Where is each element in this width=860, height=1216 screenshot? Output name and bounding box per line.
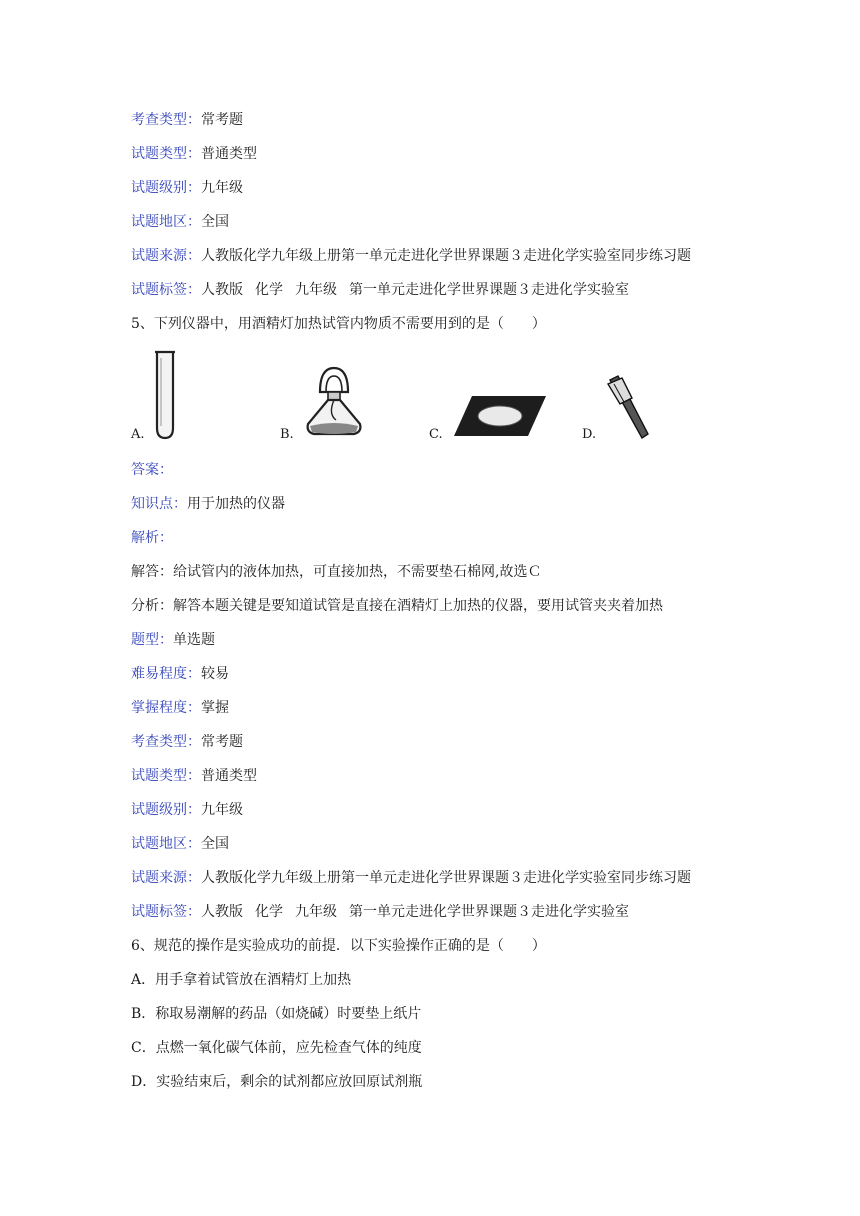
knowledge-point-value: 用于加热的仪器 [187,496,285,512]
q5-stem: 5、下列仪器中，用酒精灯加热试管内物质不需要用到的是（ ） [131,316,546,332]
question-type-row [131,144,257,164]
region-value: 全国 [201,836,229,852]
type-row [131,630,215,650]
q5-analysis-label: 解析： [131,530,173,546]
type-label: 题型： [131,632,173,648]
tag: 第一单元走进化学世界课题３走进化学实验室 [349,282,629,298]
question-type-row [131,766,257,786]
tag: 人教版 [201,904,243,920]
tags-label: 试题标签： [131,904,201,920]
tag: 化学 [255,904,283,920]
alcohol-lamp-icon [300,362,368,444]
q6-option-b: B．称取易潮解的药品（如烧碱）时要垫上纸片 [131,1006,422,1022]
question-type-value: 普通类型 [201,768,257,784]
mastery-value: 掌握 [201,700,229,716]
q5-option-a: A. [131,427,145,442]
level-row [131,178,243,198]
tags-label: 试题标签： [131,282,201,298]
level-label: 试题级别： [131,180,201,196]
difficulty-value: 较易 [201,666,229,682]
exam-type-label: 考查类型： [131,112,201,128]
q6-option-d: D．实验结束后，剩余的试剂都应放回原试剂瓶 [131,1074,423,1090]
level-row [131,800,243,820]
knowledge-point-row [131,494,285,514]
source-row [131,246,691,266]
source-value: 人教版化学九年级上册第一单元走进化学世界课题３走进化学实验室同步练习题 [201,248,691,264]
source-label: 试题来源： [131,870,201,886]
level-value: 九年级 [201,180,243,196]
q5-option-b: B. [280,427,294,442]
source-row [131,868,691,888]
tag: 第一单元走进化学世界课题３走进化学实验室 [349,904,629,920]
q6-option-c: C．点燃一氧化碳气体前，应先检查气体的纯度 [131,1040,422,1056]
tag: 人教版 [201,282,243,298]
region-value: 全国 [201,214,229,230]
region-label: 试题地区： [131,214,201,230]
q5-answer-label: 答案： [131,462,173,478]
mastery-row [131,698,229,718]
region-row [131,834,229,854]
exam-type-label: 考查类型： [131,734,201,750]
q6-stem: 6、规范的操作是实验成功的前提．以下实验操作正确的是（ ） [131,938,546,954]
level-label: 试题级别： [131,802,201,818]
region-row [131,212,229,232]
tag: 化学 [255,282,283,298]
mastery-label: 掌握程度： [131,700,201,716]
question-type-label: 试题类型： [131,768,201,784]
tag: 九年级 [295,282,337,298]
tags-row [131,280,641,300]
question-type-label: 试题类型： [131,146,201,162]
level-value: 九年级 [201,802,243,818]
exam-type-row [131,732,243,752]
exam-type-row [131,110,243,130]
tags-row [131,902,641,922]
exam-type-value: 常考题 [201,734,243,750]
test-tube-holder-icon [604,374,654,442]
exam-type-value: 常考题 [201,112,243,128]
source-value: 人教版化学九年级上册第一单元走进化学世界课题３走进化学实验室同步练习题 [201,870,691,886]
source-label: 试题来源： [131,248,201,264]
test-tube-icon [150,350,180,442]
difficulty-label: 难易程度： [131,666,201,682]
q5-option-c: C. [429,427,443,442]
q5-solution: 解答：给试管内的液体加热，可直接加热，不需要垫石棉网,故选Ｃ [131,564,542,580]
q5-option-d: D. [582,427,597,442]
asbestos-gauze-icon [452,392,548,440]
type-value: 单选题 [173,632,215,648]
knowledge-point-label: 知识点： [131,496,187,512]
tag: 九年级 [295,904,337,920]
region-label: 试题地区： [131,836,201,852]
difficulty-row [131,664,229,684]
q5-analysis: 分析：解答本题关键是要知道试管是直接在酒精灯上加热的仪器，要用试管夹夹着加热 [131,598,663,614]
q6-option-a: A．用手拿着试管放在酒精灯上加热 [131,972,352,988]
question-type-value: 普通类型 [201,146,257,162]
